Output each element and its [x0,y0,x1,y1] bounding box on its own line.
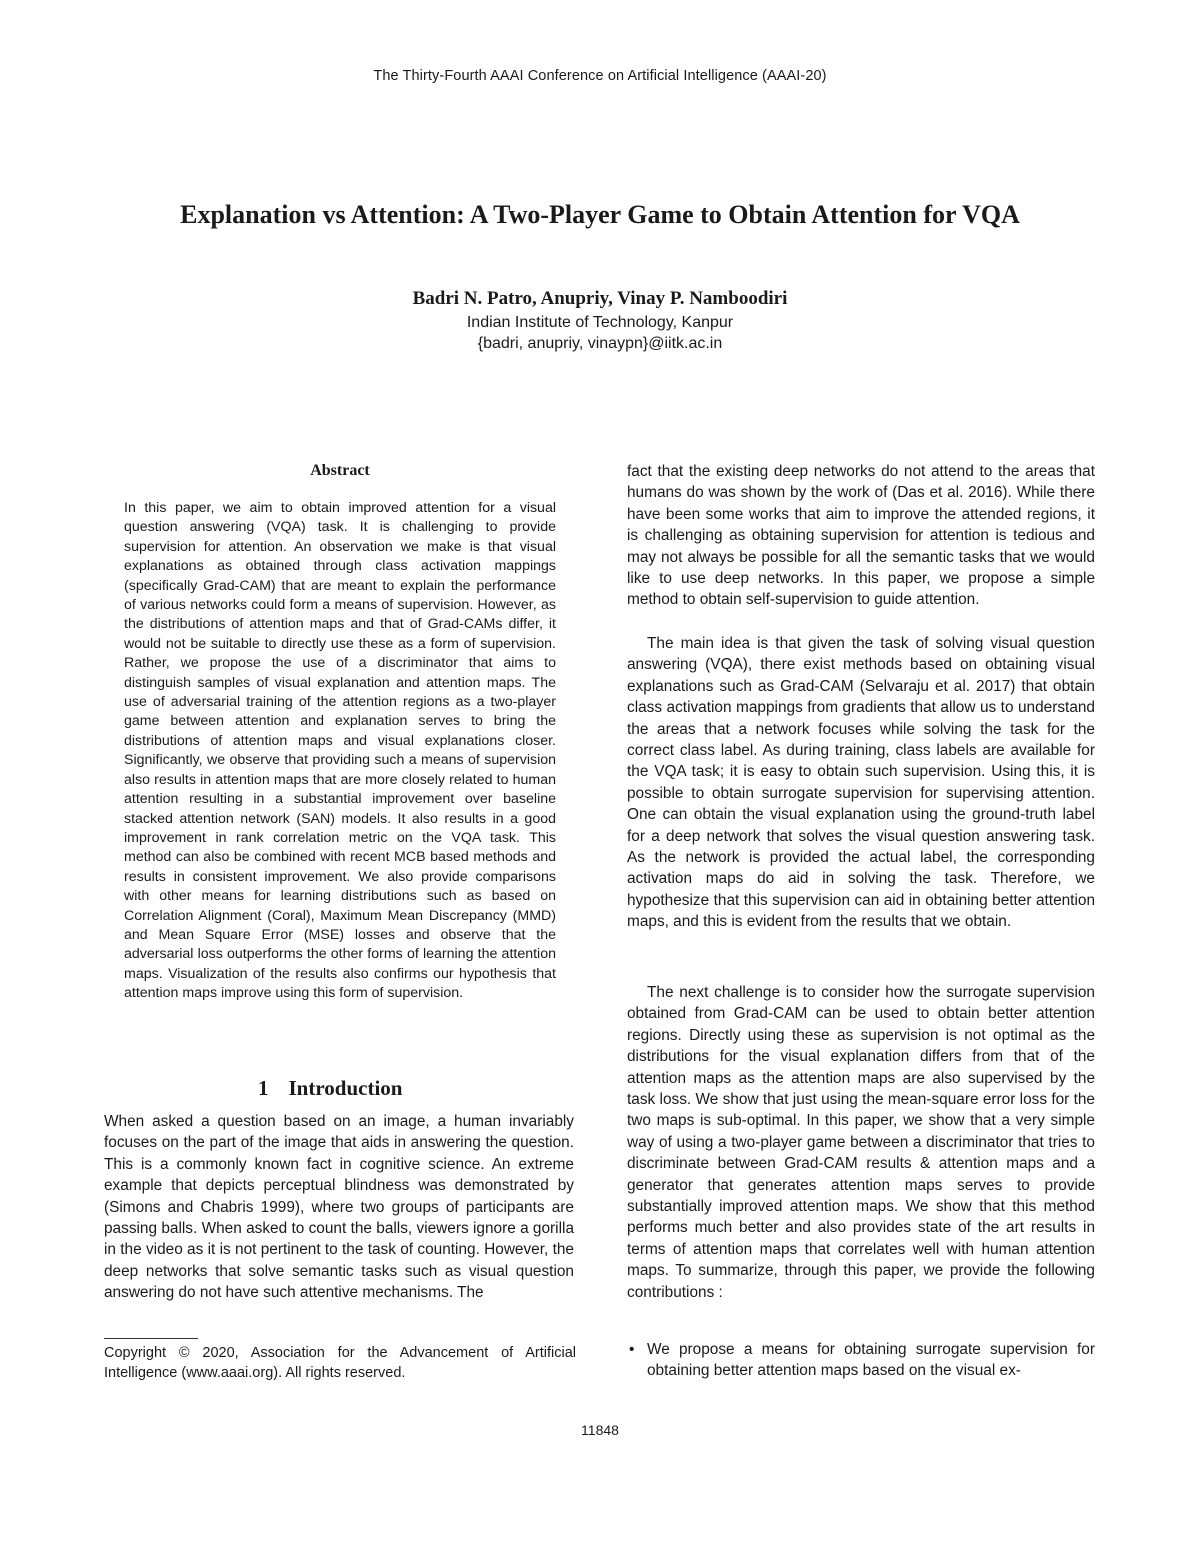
affiliation: Indian Institute of Technology, Kanpur [466,314,734,331]
intro-paragraph-3: The next challenge is to consider how the surrogate supervision obtained from Grad-CAM can be used to obtain better attention regions. Directly using these as supervision is not optimal as the distributions for the visual explanation differs from that of the attention maps as the attention maps are also supervised by the task loss. We show that just using the mean-square error loss for the two maps is sub-optimal. In this paper, we show that a very simple way of using a two-player game between a discriminator that tries to discriminate between Grad-CAM results & attention maps and a generator that generates attention maps serves to provide substantially improved attention maps. We show that this method performs much better and also provides state of the art results in terms of attention maps that correlates well with human attention maps. To summarize, through this paper, we provide the following contributions : [627,984,1095,1301]
intro-paragraph-1-continued: fact that the existing deep networks do not attend to the areas that humans do was shown by the work of (Das et al. 2016). While there have been some works that aim to improve the attended regions, it is challenging as obtaining supervision for attention is tedious and may not always be possible for all the semantic tasks that we would like to use deep networks. In this paper, we propose a simple method to obtain self-supervision to guide attention. [627,463,1095,609]
section-number: 1 [258,1076,269,1100]
paper-title: Explanation vs Attention: A Two-Player Game to Obtain Attention for VQA [180,200,1020,229]
abstract-heading: Abstract [310,462,370,479]
contribution-bullet [627,1339,1095,1382]
section-title: Introduction [288,1076,403,1100]
contribution-text: We propose a means for obtaining surrogate supervision for obtaining better attention maps based on the visual ex- [647,1341,1095,1380]
copyright-footnote: Copyright © 2020, Association for the Advancement of Artificial Intelligence (www.aaai.org). All rights reserved. [104,1345,576,1381]
intro-paragraph-2: The main idea is that given the task of solving visual question answering (VQA), there exist methods based on obtaining visual explanations such as Grad-CAM (Selvaraju et al. 2017) that obtain class activation mappings from gradients that allow us to understand the areas that a network focuses while solving the task for the correct class label. As during training, class labels are available for the VQA task; it is easy to obtain such supervision. Using this, it is possible to obtain surrogate supervision for supervising attention. One can obtain the visual explanation using the ground-truth label for a deep network that solves the visual question answering task. As the network is provided the actual label, the corresponding activation maps do aid in solving the task. Therefore, we hypothesize that this supervision can aid in obtaining better attention maps, and this is evident from the results that we obtain. [627,635,1095,931]
abstract-text: In this paper, we aim to obtain improved attention for a visual question answering (VQA) task. It is challenging to provide supervision for attention. An observation we make is that visual explanations as obtained through class activation mappings (specifically Grad-CAM) that are meant to explain the performance of various networks could form a means of supervision. However, as the distributions of attention maps and that of Grad-CAMs differ, it would not be suitable to directly use these as a form of supervision. Rather, we propose the use of a discriminator that aims to distinguish samples of visual explanation and attention maps. The use of adversarial training of the attention regions as a two-player game between attention and explanation serves to bring the distributions of attention maps and visual explanations closer. Significantly, we observe that providing such a means of supervision also results in attention maps that are more closely related to human attention resulting in a substantial improvement over baseline stacked attention network (SAN) models. It also results in a good improvement in rank correlation metric on the VQA task. This method can also be combined with recent MCB based methods and results in consistent improvement. We also provide comparisons with other means for learning distributions such as based on Correlation Alignment (Coral), Maximum Mean Discrepancy (MMD) and Mean Square Error (MSE) losses and observe that the adversarial loss outperforms the other forms of learning the attention maps. Visualization of the results also confirms our hypothesis that attention maps improve using this form of supervision. [124,500,556,1002]
bullet-icon: • [629,1341,635,1358]
section-heading-introduction [258,1076,402,1101]
author-list: Badri N. Patro, Anupriy, Vinay P. Namboodiri [412,288,788,309]
footnote-divider [104,1338,198,1339]
page-number: 11848 [581,1422,619,1438]
author-emails: {badri, anupriy, vinaypn}@iitk.ac.in [477,335,723,352]
intro-paragraph-1: When asked a question based on an image, a human invariably focuses on the part of the image that aids in answering the question. This is a commonly known fact in cognitive science. An extreme example that depicts perceptual blindness was demonstrated by (Simons and Chabris 1999), where two groups of participants are passing balls. When asked to count the balls, viewers ignore a gorilla in the video as it is not pertinent to the task of counting. However, the deep networks that solve semantic tasks such as visual question answering do not have such attentive mechanisms. The [104,1113,574,1302]
conference-header: The Thirty-Fourth AAAI Conference on Artificial Intelligence (AAAI-20) [373,68,827,84]
